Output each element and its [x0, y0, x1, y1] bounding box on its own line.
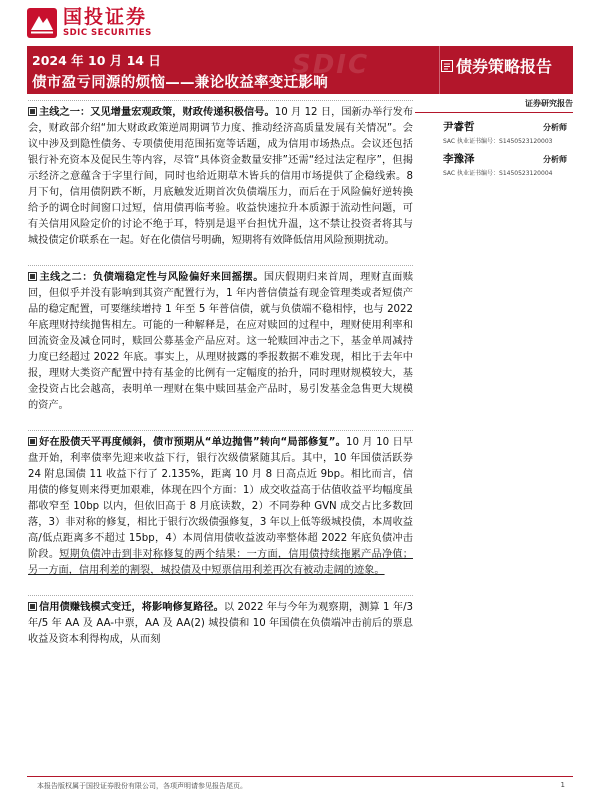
- paragraph-lead: 好在股债天平再度倾斜，债市预期从“单边抛售”转向“局部修复”。: [39, 437, 346, 448]
- logo-english-name: SDIC SECURITIES: [63, 28, 152, 39]
- report-type: [441, 54, 552, 77]
- page-footer: [27, 776, 573, 790]
- banner-watermark: SDIC: [292, 50, 370, 80]
- footer-disclaimer: 本报告版权属于国投证券股份有限公司，各项声明请参见报告尾页。: [37, 782, 247, 790]
- analyst-name: 尹睿哲: [443, 121, 475, 133]
- analyst-license: SAC 执业证书编号：S1450523120004: [443, 170, 553, 177]
- paragraph-lead: 主线之二：负债端稳定性与风险偏好来回摇摆。: [39, 272, 264, 283]
- body-paragraph: [28, 270, 413, 414]
- title-banner: [27, 46, 573, 94]
- square-bullet-icon: [28, 272, 37, 281]
- paragraph-lead: 信用债赚钱模式变迁，将影响修复路径。: [39, 602, 224, 613]
- sidebar-label: 证券研究报告: [415, 98, 573, 113]
- analyst-license: SAC 执业证书编号：S1450523120003: [443, 138, 553, 145]
- body-paragraph: [28, 105, 413, 249]
- paragraph-underlined-text: 短期负债冲击到非对称修复的两个结果：一方面，信用债持续拖累产品净值；另一方面，信用利差的割裂，城投债及中短票信用利差再次有被动走阔的迹象。: [28, 549, 413, 576]
- report-body: [28, 100, 413, 664]
- page-number: 1: [560, 781, 565, 789]
- banner-divider: [439, 46, 440, 94]
- analyst-sidebar: [415, 100, 573, 177]
- report-title: 债市盈亏同源的烦恼——兼论收益率变迁影响: [32, 75, 328, 91]
- analyst-name: 李豫泽: [443, 153, 475, 165]
- section-divider: [28, 100, 413, 101]
- square-bullet-icon: [28, 602, 37, 611]
- paragraph-text: 10 月 12 日，国新办举行发布会，财政部介绍“加大财政政策逆周期调节力度、推动经济高质量发展有关情况”。会议中涉及到隐性债务、专项债使用范围拓宽等话题，成为信用市场热点。会议还包括银行补充资本及促民生等内容，尽管“具体资金数量安排”还需“经过法定程序”，但揭示经济之意蕴含于字里行间，同时也给近期草木皆兵的信用市场提供了企稳线索。8 月下旬，信用债阴跌不断，月底触发近期首次负债端压力，而后在于风险偏好逆转换给予的调仓时间窗口过短，信用债再临考验。收益快速拉升本质源于流动性问题，可有关信用风险定价的讨论不绝于耳，特别是退平台担忧升温，这不禁让投资者将其与城投债定价联系在一起。好在化债信号明确，短期将有效降低信用风险预期扰动。: [28, 107, 414, 246]
- sdic-logo-icon: [27, 8, 57, 38]
- analyst-role: 分析师: [543, 155, 567, 164]
- analyst-role: 分析师: [543, 123, 567, 132]
- paragraph-lead: 主线之一：又见增量宏观政策，财政传递积极信号。: [39, 107, 275, 118]
- report-date: 2024 年 10 月 14 日: [32, 53, 161, 68]
- square-bullet-icon: [28, 437, 37, 446]
- square-bullet-icon: [28, 107, 37, 116]
- body-paragraph: [28, 435, 413, 579]
- report-icon: [441, 60, 453, 72]
- analyst-card: [415, 119, 573, 145]
- section-divider: [28, 430, 413, 431]
- paragraph-text: 国庆假期归来首周，理财直面赎回，但似乎并没有影响到其资产配置行为，1 年内普信债益有现金管理类或者短债产品的稳定配置，可要继续增持 1 年至 5 年普信债，就与负债端不稳相悖，也与 2022 年底理财持续抛售相左。可能的一种解释是，在应对赎回的过程中，理财使用利率和回流资金及减仓同时，赎回公募基金产品应对。这一轮赎回冲击之下，基金单周减持力度已经超过 2022 年底。事实上，从理财披露的季报数据不难发现，相比于去年中报，理财大类资产配置中持有基金的比例有一定幅度的抬升，同时理财规模较大，基金投资占比会越高，表明单一理财在集中赎回基金产品时，易引发基金急售更大规模的资产。: [28, 272, 414, 411]
- paragraph-text: 10 月 10 日早盘开始，利率债率先迎来收益下行，银行次级债紧随其后。其中，10 年国债活跃券 24 附息国债 11 收益下行了 2.135%，距离 10 月 8 日高点近 9bp。相比而言，信用债的修复则来得更加艰难，体现在四个方面：1）成交收益高于估值收益平均幅度虽都收窄至 10bp 以内，但依旧高于 8 月底读数，2）不同券种 GVN 成交占比多数回落，3）非对称的修复，相比于银行次级债强修复，3 年以上低等级城投债，本周收益高/低点距离多不超过 15bp，4）本周信用债收益波动率整体超 2022 年底负债冲击阶段。: [28, 437, 413, 560]
- section-divider: [28, 265, 413, 266]
- paragraph-text: 以 2022 年与今年为观察期，测算 1 年/3 年/5 年 AA 及 AA-中票，AA 及 AA(2) 城投债和 10 年国债在负债端冲击前后的票息收益及资本利得构成，从而刻: [28, 602, 414, 645]
- report-type-label: 债券策略报告: [456, 57, 553, 76]
- body-paragraph: [28, 600, 413, 648]
- analyst-card: [415, 151, 573, 177]
- company-logo: [27, 7, 217, 39]
- section-divider: [28, 595, 413, 596]
- logo-chinese-name: 国投证券: [63, 6, 148, 29]
